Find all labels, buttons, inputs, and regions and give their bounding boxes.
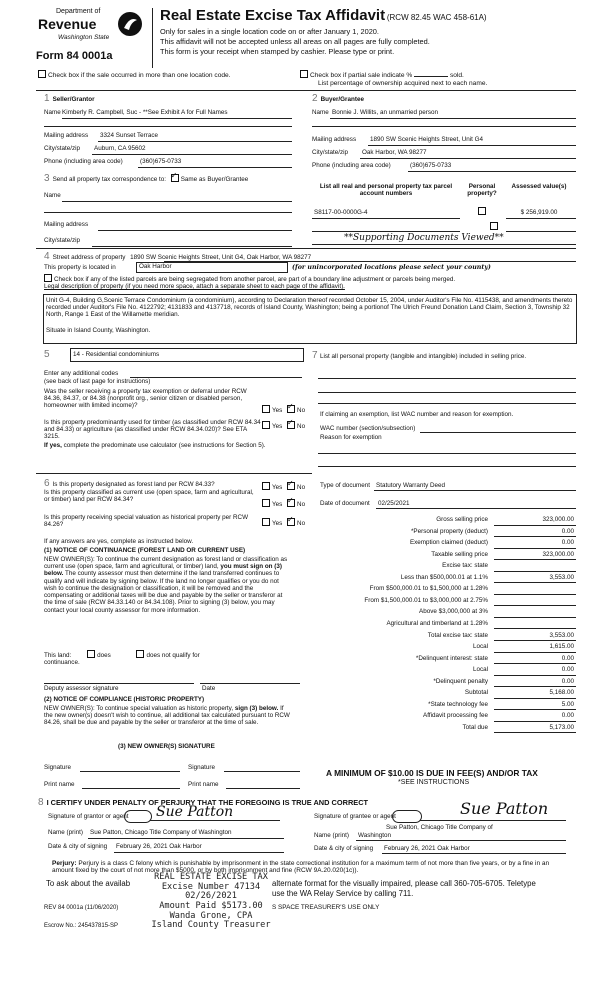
sec5-q2-no-label: No bbox=[297, 423, 306, 430]
header-instruction-2: This affidavit will not be accepted unless all areas on all pages are fully completed. bbox=[160, 37, 430, 46]
tax-row-underline bbox=[494, 721, 576, 722]
tax-row-underline bbox=[494, 628, 576, 629]
buyer-city-field[interactable]: Oak Harbor, WA 98277 bbox=[362, 149, 427, 156]
doc-date-label: Date of document bbox=[320, 500, 370, 507]
sec5-q2-no-checkbox[interactable] bbox=[287, 421, 295, 429]
dept-of-label: Department of bbox=[56, 8, 101, 15]
buyer-phone-field[interactable]: (360)675-0733 bbox=[410, 162, 452, 169]
tax-row-label: Gross selling price bbox=[436, 516, 488, 523]
tax-row bbox=[300, 550, 576, 562]
stamp-line-5: Wanda Grone, CPA bbox=[169, 910, 253, 921]
section-7-number: 7 bbox=[312, 350, 318, 361]
sec6-q1-answer[interactable] bbox=[262, 482, 305, 491]
personal-property-label: List all personal property (tangible and intangible) included in selling price. bbox=[320, 353, 527, 360]
located-in-select[interactable] bbox=[136, 262, 288, 273]
see-instructions: *SEE INSTRUCTIONS bbox=[398, 779, 470, 786]
tax-row-underline bbox=[494, 605, 576, 606]
tax-row-value[interactable]: 3,553.00 bbox=[549, 631, 574, 639]
partial-sale-sold-label: sold. bbox=[449, 72, 464, 79]
sec5-q1-answer[interactable] bbox=[262, 405, 305, 414]
tax-row-label: From $500,000.01 to $1,500,000 at 1.28% bbox=[369, 585, 488, 593]
tax-row-underline bbox=[494, 709, 576, 710]
availability-a: To ask about the availab bbox=[46, 879, 131, 888]
agent-circle-grantor bbox=[124, 810, 152, 823]
minimum-due-notice: A MINIMUM OF $10.00 IS DUE IN FEE(S) AND/OR TAX bbox=[326, 768, 538, 778]
street-label: Street address of property bbox=[52, 254, 126, 261]
notice-continuance-text bbox=[44, 556, 288, 614]
land-use-code-box[interactable] bbox=[70, 348, 304, 362]
grantor-date-field[interactable]: February 26, 2021 Oak Harbor bbox=[116, 843, 202, 850]
tax-row-label: *Personal property (deduct) bbox=[410, 527, 488, 535]
tax-row-label: From $1,500,000.01 to $3,000,000 at 2.75% bbox=[364, 596, 488, 604]
grantee-signature[interactable]: Sue Patton bbox=[460, 799, 549, 818]
tax-row bbox=[300, 654, 576, 666]
grantee-date-field[interactable]: February 26, 2021 Oak Harbor bbox=[384, 845, 470, 852]
tax-row-label: Agricultural and timberland at 1.28% bbox=[386, 619, 488, 627]
sec5-q1-no-checkbox[interactable] bbox=[287, 405, 295, 413]
sec6-q1-yes-checkbox[interactable] bbox=[262, 482, 270, 490]
buyer-city-label: City/state/zip bbox=[312, 149, 349, 156]
tax-row bbox=[300, 607, 576, 619]
partial-sale-checkbox[interactable] bbox=[300, 70, 308, 78]
segregated-checkbox[interactable] bbox=[44, 274, 52, 282]
personal-property-checkbox-2[interactable] bbox=[490, 222, 498, 230]
sec6-q3-no-checkbox[interactable] bbox=[287, 518, 295, 526]
form-number: Form 84 0001a bbox=[36, 50, 113, 62]
sec6-q2-yes-checkbox[interactable] bbox=[262, 499, 270, 507]
grantor-name-label: Name (print) bbox=[48, 829, 83, 836]
does-not-label: does not qualify for bbox=[146, 652, 200, 659]
sec6-q2-no-checkbox[interactable] bbox=[287, 499, 295, 507]
notice-compliance-a: NEW OWNER(S): To continue special valuation as historic property, bbox=[44, 705, 234, 712]
grantor-signature-label: Signature of grantor or agent bbox=[48, 813, 129, 820]
tax-row-value[interactable]: 0.00 bbox=[561, 666, 574, 674]
dor-logo bbox=[36, 8, 148, 48]
segregated-label: Check box if any of the listed parcels are being segregated from another parcel, are part of a boundary line adjustment or parcels being merged. bbox=[54, 276, 456, 283]
sec5-q2-note-text: complete the predominate use calculator (see instructions for Section 5). bbox=[61, 442, 266, 449]
tax-row bbox=[300, 619, 576, 631]
tax-row bbox=[300, 711, 576, 723]
partial-sale-check[interactable] bbox=[300, 70, 464, 80]
seller-phone-field[interactable]: (360)675-0733 bbox=[140, 158, 182, 165]
assessed-col-header: Assessed value(s) bbox=[511, 183, 567, 190]
street-address-field[interactable]: 1890 SW Scenic Heights Street, Unit G4, Oak Harbor, WA 98277 bbox=[130, 254, 312, 261]
sec5-q2: Is this property predominantly used for timber (as classified under RCW 84.34 and 84.33) or agriculture (as classified under RCW 84.34.020)? See ETA 3215. bbox=[44, 419, 261, 441]
exemption-label: If claiming an exemption, list WAC number and reason for exemption. bbox=[320, 411, 514, 418]
legal-desc-label: Legal description of property (if you need more space, attach a separate sheet to each page of the affidavit). bbox=[44, 283, 345, 290]
land-use-code: 14 - Residential condominiums bbox=[73, 351, 160, 358]
tax-row bbox=[300, 700, 576, 712]
sec3-mail-label: Mailing address bbox=[44, 221, 89, 228]
seller-name-label: Name bbox=[44, 109, 61, 116]
perjury-text: Perjury is a class C felony which is punishable by imprisonment in the state correctional institution for a maximum term of not more than five years, or by a fine in an amount fixed by the court of not more than $5000, or by both imprisonment and fine (RCW 9A.20.020(1c)). bbox=[52, 860, 550, 875]
parcel-col-header: List all real and personal property tax parcel account numbers bbox=[319, 183, 453, 198]
tax-row bbox=[300, 688, 576, 700]
sec5-q2-answer[interactable] bbox=[262, 421, 305, 430]
revision-label: REV 84 0001a (11/06/2020) bbox=[44, 905, 119, 911]
multi-location-checkbox[interactable] bbox=[38, 70, 46, 78]
tax-row bbox=[300, 584, 576, 596]
tax-row-label: Total excise tax: state bbox=[427, 631, 488, 639]
continuance-label: continuance. bbox=[44, 659, 80, 666]
reason-label: Reason for exemption bbox=[320, 434, 382, 441]
sec6-q3-answer[interactable] bbox=[262, 518, 305, 527]
header-instruction-3: This form is your receipt when stamped by cashier. Please type or print. bbox=[160, 47, 395, 56]
same-as-buyer-label: Same as Buyer/Grantee bbox=[180, 176, 249, 183]
this-land-row bbox=[44, 650, 200, 659]
section-6-number: 6 bbox=[44, 478, 50, 489]
additional-codes-label-2: (see back of last page for instructions) bbox=[44, 378, 151, 385]
sec5-q1-yes-checkbox[interactable] bbox=[262, 405, 270, 413]
tax-row-underline bbox=[494, 536, 576, 537]
header-instruction-1: Only for sales in a single location code on or after January 1, 2020. bbox=[160, 27, 379, 36]
tax-row-underline bbox=[494, 652, 576, 653]
section-3-number: 3 bbox=[44, 173, 50, 184]
section-5-number: 5 bbox=[44, 349, 50, 360]
tax-row-underline bbox=[494, 594, 576, 595]
availability-c: use the WA Relay Service by calling 711. bbox=[272, 889, 414, 898]
sec5-q1-yes-label: Yes bbox=[272, 407, 283, 414]
sec3-correspondence bbox=[44, 173, 248, 185]
notice-continuance-a: NEW OWNER(S): To continue the current designation as forest land or classification as current use (open space, farm and agricultural, or timber) land, bbox=[44, 556, 288, 571]
new-owner-signature-title: (3) NEW OWNER(S) SIGNATURE bbox=[118, 743, 215, 750]
seller-city-label: City/state/zip bbox=[44, 145, 81, 152]
sec3-city-label: City/state/zip bbox=[44, 237, 81, 244]
notice-continuance-c: The county assessor must then determine if the land transferred continues to qualify and will indicate by signing below. If the land no longer qualifies or you do not wish to continue the designation or classification, it will be removed and the compensating or additional taxes will be due and payable by the seller or transferor at the time of sale (RCW 84.33.140 or 84.34.108). Prior to signing (3) below, you may contact your local county assessor for more information. bbox=[44, 570, 283, 614]
sec5-q2-yes-label: Yes bbox=[272, 423, 283, 430]
sec6-q1: Is this property designated as forest land per RCW 84.33? bbox=[52, 481, 215, 488]
tax-row-value[interactable]: 0.00 bbox=[561, 654, 574, 662]
wa-logo-icon bbox=[116, 10, 144, 38]
located-in-value: Oak Harbor bbox=[139, 263, 172, 270]
tax-row-label: Excise tax: state bbox=[442, 562, 488, 570]
sec5-q1-no-label: No bbox=[297, 407, 306, 414]
legal-description-box[interactable] bbox=[43, 294, 577, 344]
sec6-q3-yes-checkbox[interactable] bbox=[262, 518, 270, 526]
tax-row-value[interactable]: 0.00 bbox=[561, 712, 574, 720]
doc-date-field[interactable]: 02/25/2021 bbox=[378, 500, 410, 507]
certify-text: I CERTIFY UNDER PENALTY OF PERJURY THAT THE FOREGOING IS TRUE AND CORRECT bbox=[46, 798, 369, 807]
tax-row-value[interactable]: 5,173.00 bbox=[549, 723, 574, 731]
tax-row-label: Subtotal bbox=[464, 689, 488, 697]
grantee-date-label: Date & city of signing bbox=[314, 845, 374, 852]
assessed-value-1[interactable]: $ 256,919.00 bbox=[520, 209, 558, 216]
multi-location-check[interactable] bbox=[38, 70, 231, 80]
tax-row-value[interactable]: 0.00 bbox=[561, 677, 574, 685]
grantor-signature[interactable]: Sue Patton bbox=[156, 804, 234, 820]
escrow-number: Escrow No.: 245437815-SP bbox=[44, 923, 119, 929]
tax-row-underline bbox=[494, 617, 576, 618]
tax-row bbox=[300, 723, 576, 735]
owner-signature-label-2: Signature bbox=[188, 764, 215, 771]
stamp-line-2: Excise Number 47134 bbox=[161, 881, 261, 892]
tax-row bbox=[300, 642, 576, 654]
tax-row-value[interactable]: 5.00 bbox=[561, 700, 574, 708]
treasurer-stamp bbox=[148, 873, 274, 931]
this-land-label: This land: bbox=[44, 652, 72, 659]
sec6-q2-yes-label: Yes bbox=[272, 501, 283, 508]
sec6-q1-no-label: No bbox=[297, 484, 306, 491]
tax-row-value[interactable]: 3,553.00 bbox=[549, 573, 574, 581]
parcel-number-1[interactable]: S8117-00-0000G-4 bbox=[314, 209, 368, 216]
tax-row-underline bbox=[494, 640, 576, 641]
grantor-name-field[interactable]: Sue Patton, Chicago Title Company of Washington bbox=[90, 829, 232, 836]
availability-b: alternate format for the visually impaired, please call 360-705-6705. Teletype bbox=[272, 879, 536, 888]
tax-row-underline bbox=[494, 732, 576, 733]
seller-phone-label: Phone (including area code) bbox=[44, 158, 123, 165]
tax-row-label: Exemption claimed (deduct) bbox=[409, 539, 488, 547]
tax-row bbox=[300, 527, 576, 539]
tax-row bbox=[300, 561, 576, 573]
tax-row-underline bbox=[494, 675, 576, 676]
stamp-line-3: 02/26/2021 bbox=[185, 891, 237, 902]
sec6-q3-yes-label: Yes bbox=[272, 520, 283, 527]
tax-row-value[interactable]: 0.00 bbox=[561, 527, 574, 535]
sec6-q3: Is this property receiving special valuation as historical property per RCW 84.26? bbox=[44, 514, 249, 529]
seller-heading bbox=[44, 93, 95, 105]
agent-circle-grantee bbox=[392, 810, 422, 823]
tax-row bbox=[300, 538, 576, 550]
tax-row-label: Above $3,000,000 at 3% bbox=[419, 608, 488, 616]
seller-mail-label: Mailing address bbox=[44, 132, 89, 139]
seller-mail-field[interactable]: 3324 Sunset Terrace bbox=[100, 132, 158, 139]
buyer-name-field[interactable]: Bonnie J. Willits, an unmarried person bbox=[332, 109, 439, 116]
tax-row bbox=[300, 515, 576, 527]
tax-row-value[interactable]: 323,000.00 bbox=[542, 550, 574, 558]
multi-location-label: Check box if the sale occurred in more than one location code. bbox=[48, 72, 231, 79]
partial-sale-label: Check box if partial sale indicate % bbox=[310, 72, 413, 79]
tax-row-underline bbox=[494, 571, 576, 572]
doc-type-field[interactable]: Statutory Warranty Deed bbox=[376, 482, 446, 489]
grantee-name-label: Name (print) bbox=[314, 832, 349, 839]
tax-row-underline bbox=[494, 686, 576, 687]
unincorporated-note: (for unincorporated locations please select your county) bbox=[292, 264, 491, 271]
seller-name-field[interactable]: Kimberly R. Campbell, Suc - **See Exhibit A for Full Names bbox=[62, 109, 228, 116]
stamp-line-1: REAL ESTATE EXCISE TAX bbox=[154, 872, 268, 882]
legal-description-text-2: Situate in Island County, Washington. bbox=[46, 326, 151, 334]
tax-row-underline bbox=[494, 698, 576, 699]
buyer-mail-label: Mailing address bbox=[312, 136, 357, 143]
form-title bbox=[160, 7, 487, 24]
same-as-buyer-checkbox[interactable] bbox=[171, 174, 179, 182]
tax-row-label: Local bbox=[472, 666, 488, 674]
buyer-heading-label: Buyer/Grantee bbox=[320, 96, 364, 103]
buyer-mail-field[interactable]: 1890 SW Scenic Heights Street, Unit G4 bbox=[370, 136, 484, 143]
seller-city-field[interactable]: Auburn, CA 95602 bbox=[94, 145, 146, 152]
tax-row-value[interactable]: 1,615.00 bbox=[549, 643, 574, 651]
tax-row-underline bbox=[494, 525, 576, 526]
treasurer-use-label: S SPACE TREASURER'S USE ONLY bbox=[272, 904, 380, 911]
tax-row-label: *Delinquent penalty bbox=[433, 677, 488, 685]
located-in-label: This property is located in bbox=[44, 264, 116, 271]
notice-continuance-title: (1) NOTICE OF CONTINUANCE (FOREST LAND OR CURRENT USE) bbox=[44, 547, 246, 554]
tax-row bbox=[300, 631, 576, 643]
owner-signature-label-1: Signature bbox=[44, 764, 71, 771]
form-title-text: Real Estate Excise Tax Affidavit bbox=[160, 7, 386, 24]
seller-heading-label: Seller/Grantor bbox=[52, 96, 95, 103]
tax-row-underline bbox=[494, 582, 576, 583]
tax-row-value[interactable]: 323,000.00 bbox=[542, 516, 574, 523]
tax-row-underline bbox=[494, 663, 576, 664]
tax-row-label: Less than $500,000.01 at 1.1% bbox=[400, 573, 488, 581]
grantee-name-top: Sue Patton, Chicago Title Company of bbox=[386, 824, 493, 831]
section-8-number: 8 bbox=[38, 797, 44, 808]
does-not-qualify-checkbox[interactable] bbox=[136, 650, 144, 658]
tax-row bbox=[300, 573, 576, 585]
sec6-if-yes: If any answers are yes, complete as instructed below. bbox=[44, 538, 194, 545]
tax-row bbox=[300, 677, 576, 689]
tax-row-label: Affidavit processing fee bbox=[423, 712, 488, 720]
owner-print-name-label-1: Print name bbox=[44, 781, 75, 788]
sec6-q2-answer[interactable] bbox=[262, 499, 305, 508]
sec6-q1-yes-label: Yes bbox=[272, 484, 283, 491]
tax-row-value[interactable]: 5,168.00 bbox=[549, 689, 574, 697]
buyer-name-label: Name bbox=[312, 109, 329, 116]
section-2-number: 2 bbox=[312, 93, 318, 104]
supporting-docs-note: **Supporting Documents Viewed** bbox=[344, 233, 504, 243]
personal-col-header: Personal property? bbox=[467, 183, 497, 198]
tax-row-label: Taxable selling price bbox=[431, 550, 488, 558]
sec6-q1-row bbox=[44, 478, 259, 490]
tax-row-label: Local bbox=[472, 643, 488, 651]
notice-compliance-text bbox=[44, 705, 294, 727]
buyer-heading bbox=[312, 93, 364, 105]
sec5-q2-note bbox=[44, 442, 274, 449]
tax-row bbox=[300, 596, 576, 608]
sec6-q3-no-label: No bbox=[297, 520, 306, 527]
does-label: does bbox=[97, 652, 111, 659]
sec3-name-label: Name bbox=[44, 192, 61, 199]
grantee-name-field[interactable]: Washington bbox=[358, 832, 392, 839]
additional-codes-label-1: Enter any additional codes bbox=[44, 370, 119, 377]
sec6-q2: Is this property classified as current use (open space, farm and agricultural, or timber) land per RCW 84.34? bbox=[44, 489, 254, 504]
owner-print-name-label-2: Print name bbox=[188, 781, 219, 788]
sec5-q2-yes-checkbox[interactable] bbox=[262, 421, 270, 429]
tax-row-label: *State technology fee bbox=[428, 700, 488, 708]
sec6-q1-no-checkbox[interactable] bbox=[287, 482, 295, 490]
tax-row-label: Total due bbox=[462, 723, 488, 731]
sec5-q1: Was the seller receiving a property tax exemption or deferral under RCW 84.36, 84.37, or 84.38 (nonprofit org., senior citizen or disabled person, homeowner with limited income)? bbox=[44, 388, 247, 410]
form-citation: (RCW 82.45 WAC 458-61A) bbox=[386, 13, 487, 22]
section-4-number: 4 bbox=[44, 251, 50, 262]
does-qualify-checkbox[interactable] bbox=[87, 650, 95, 658]
doc-type-label: Type of document bbox=[320, 482, 371, 489]
buyer-phone-label: Phone (including area code) bbox=[312, 162, 391, 169]
tax-row-label: *Delinquent interest: state bbox=[415, 654, 488, 662]
partial-sale-percent-field[interactable] bbox=[414, 76, 448, 77]
notice-compliance-title: (2) NOTICE OF COMPLIANCE (HISTORIC PROPERTY) bbox=[44, 696, 205, 703]
notice-compliance-c: If the new owner(s) doesn't wish to continue, all additional tax calculated pursuant to RCW 84.26, shall be due and payable by the seller or transferor at the time of sale. bbox=[44, 705, 290, 727]
tax-row-underline bbox=[494, 559, 576, 560]
stamp-line-4: Amount Paid $5173.00 bbox=[159, 900, 263, 911]
wac-number-label: WAC number (section/subsection) bbox=[320, 425, 416, 432]
notice-continuance-b: you must sign on (3) below. bbox=[44, 563, 282, 578]
tax-row bbox=[300, 665, 576, 677]
perjury-block bbox=[52, 860, 572, 875]
deputy-date-label: Date bbox=[202, 685, 216, 692]
sec6-q2-no-label: No bbox=[297, 501, 306, 508]
stamp-line-6: Island County Treasurer bbox=[151, 920, 271, 931]
washington-state-label: Washington State bbox=[58, 34, 110, 41]
revenue-wordmark: Revenue bbox=[38, 16, 97, 32]
tax-row-value[interactable]: 0.00 bbox=[561, 539, 574, 547]
notice-compliance-b: sign (3) below. bbox=[234, 705, 279, 712]
tax-row-underline bbox=[494, 548, 576, 549]
grantor-date-label: Date & city of signing bbox=[48, 843, 108, 850]
section-1-number: 1 bbox=[44, 93, 50, 104]
sec3-text: Send all property tax correspondence to: bbox=[52, 176, 166, 183]
segregated-check[interactable] bbox=[44, 274, 576, 283]
partial-sale-note: List percentage of ownership acquired next to each name. bbox=[318, 80, 488, 87]
sec5-q2-note-bold: If yes, bbox=[44, 442, 62, 449]
grantee-signature-label: Signature of grantee or agent bbox=[314, 813, 396, 820]
personal-property-checkbox-1[interactable] bbox=[478, 207, 486, 215]
legal-description-text: Unit G-4, Building G,Scenic Terrace Condominium (a condominium), according to Declaration thereof recorded October 15, 2004, under Auditor's File No. 4115438, and amendments thereto recorded under Auditor's File No. 4122792; 4131833 and 4137718, records of Island County, Washington; being a portionof The Ulrich Freund Donation Land Claim, Section 3, Township 32 North, Range 1 East of the Willamette meridian. bbox=[46, 297, 573, 319]
deputy-assessor-label: Deputy assessor signature bbox=[44, 685, 119, 692]
perjury-label: Perjury: bbox=[52, 860, 77, 867]
